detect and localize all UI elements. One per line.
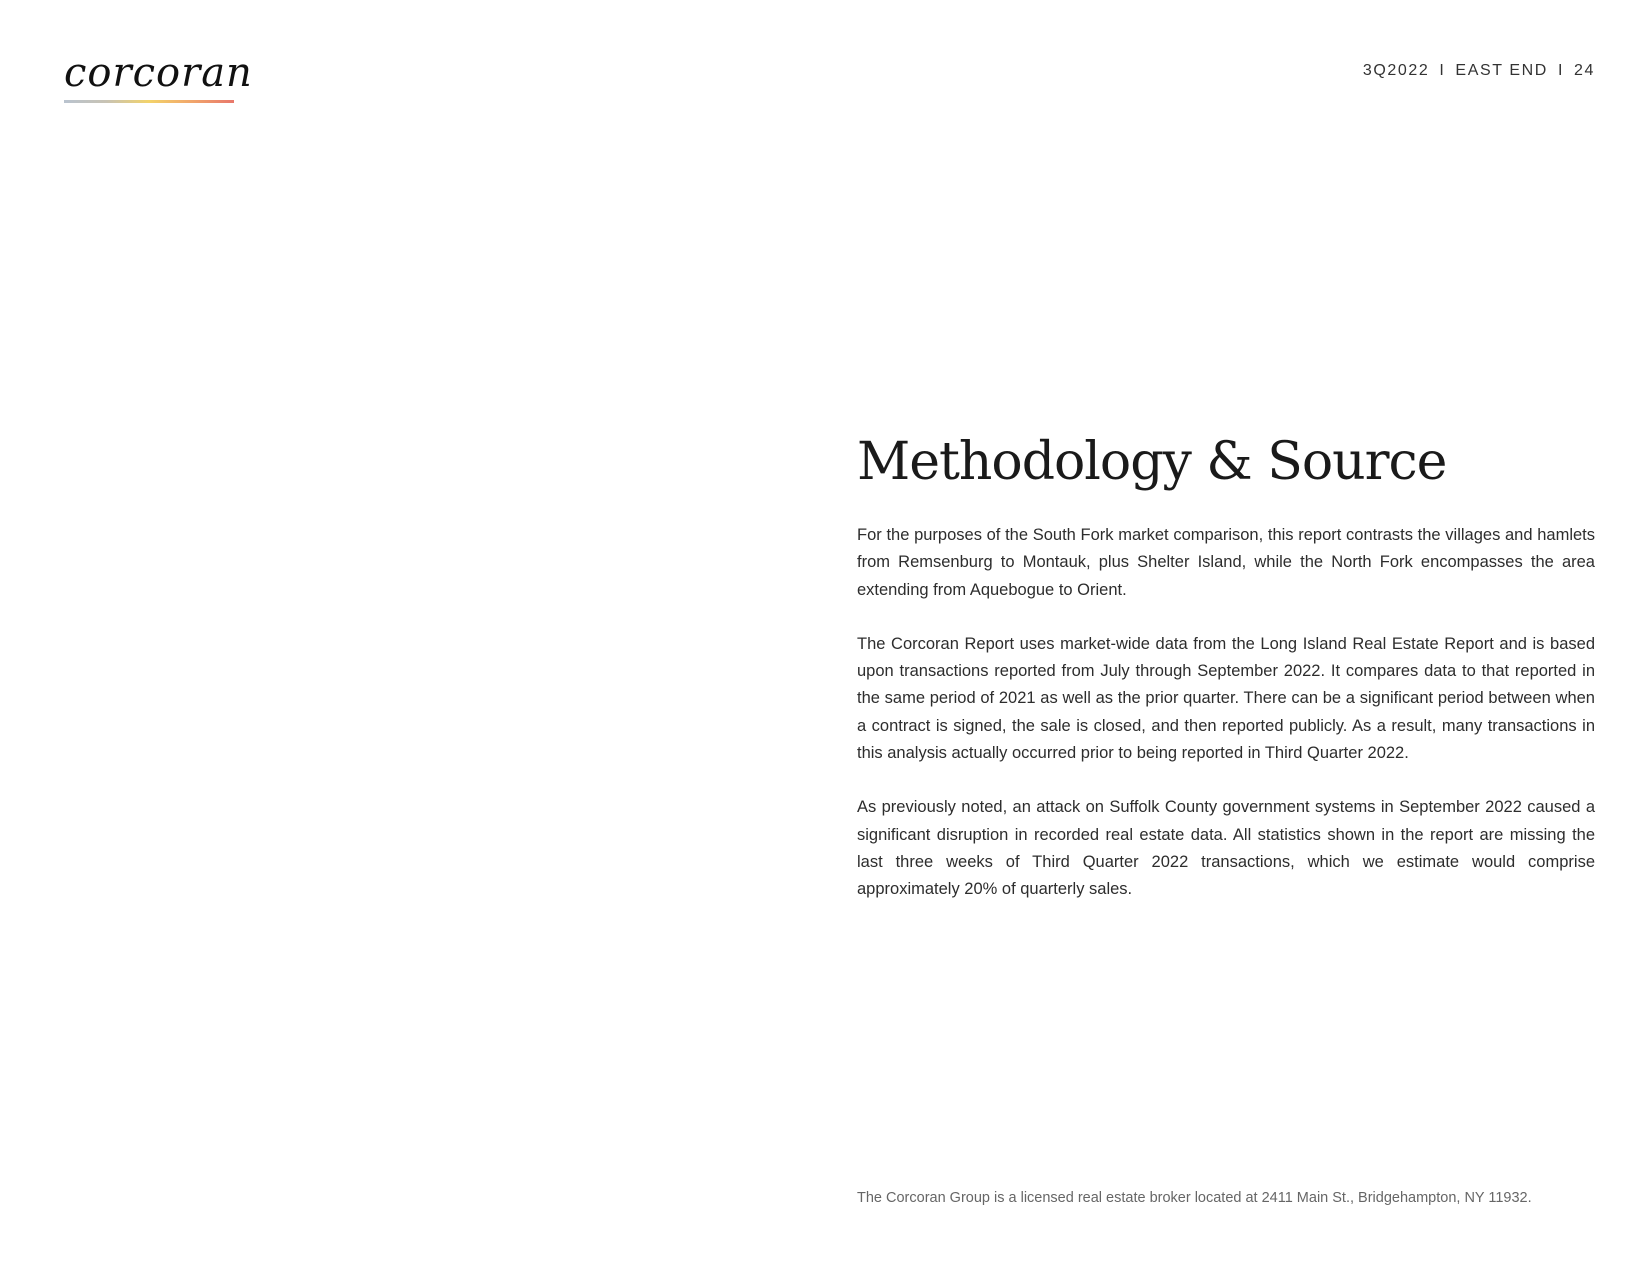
page-header-info (1363, 62, 1595, 80)
separator: I (1557, 62, 1564, 79)
logo-gradient-bar (64, 100, 234, 103)
methodology-section (857, 430, 1595, 931)
separator: I (1439, 62, 1446, 79)
page-title: Methodology & Source (857, 432, 1447, 492)
paragraph-data-source: The Corcoran Report uses market-wide data from the Long Island Real Estate Report and is based upon transactions reported from July through September 2022. It compares data to that reported in the same period of 2021 as well as the prior quarter. There can be a significant period between when a contract is signed, the sale is closed, and then reported publicly. As a result, many transactions in this analysis actually occurred prior to being reported in Third Quarter 2022. (857, 634, 1595, 763)
paragraph-data-disruption: As previously noted, an attack on Suffolk County government systems in September 2022 caused a significant disruption in recorded real estate data. All statistics shown in the report are missing the last three weeks of Third Quarter 2022 transactions, which we estimate would comprise approximately 20% of quarterly sales. (857, 798, 1595, 899)
corcoran-logo (64, 50, 253, 103)
logo-wordmark: corcoran (64, 50, 253, 96)
paragraph-market-comparison: For the purposes of the South Fork market comparison, this report contrasts the villages and hamlets from Remsenburg to Montauk, plus Shelter Island, while the North Fork encompasses the area extending from Aquebogue to Orient. (857, 526, 1595, 599)
report-period: 3Q2022 (1362, 62, 1430, 79)
page-number: 24 (1574, 62, 1595, 79)
footer-disclaimer: The Corcoran Group is a licensed real estate broker located at 2411 Main St., Bridgehampton, NY 11932. (857, 1190, 1532, 1206)
report-region: EAST END (1455, 62, 1548, 79)
